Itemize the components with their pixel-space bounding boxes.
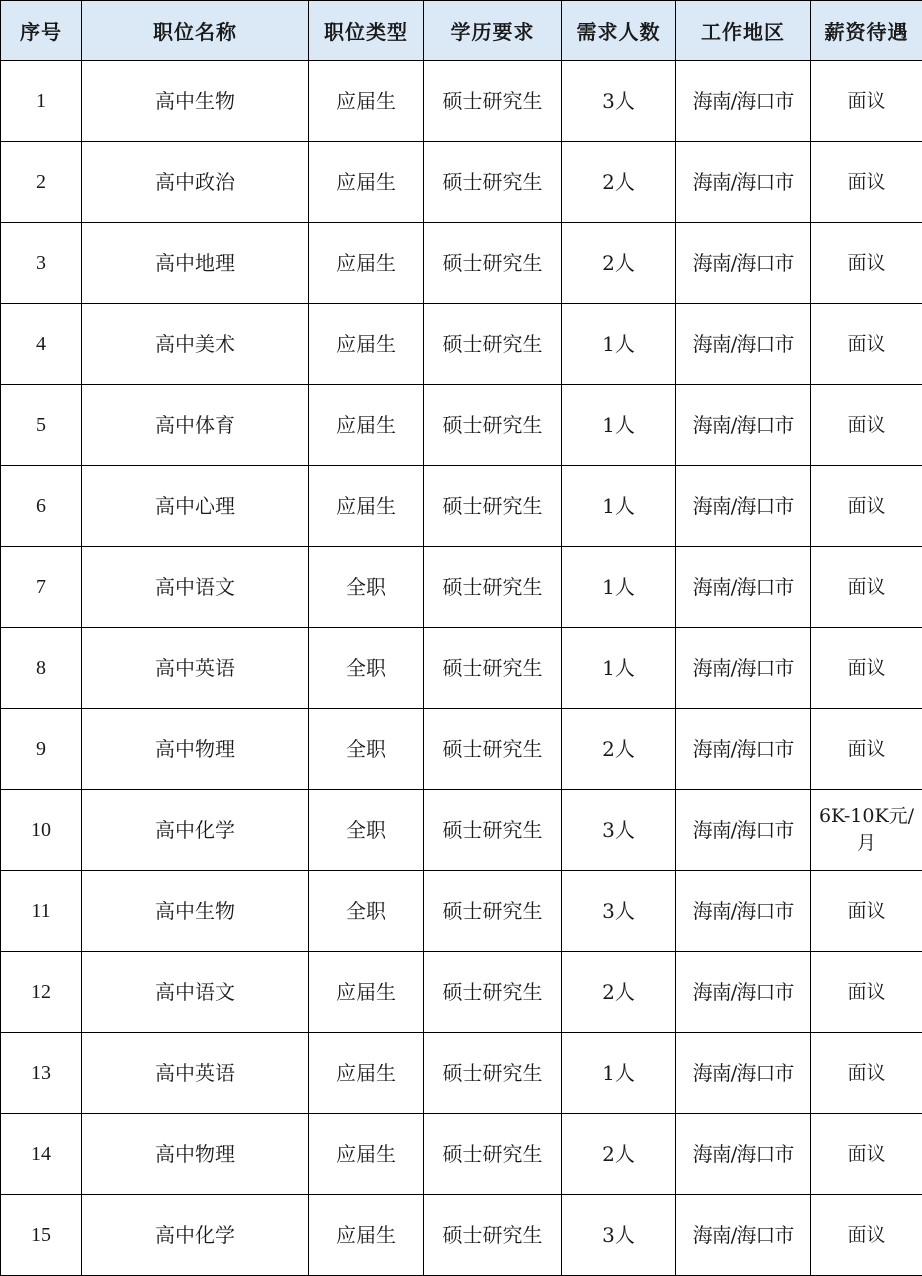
header-education: 学历要求 bbox=[424, 1, 562, 61]
cell-type: 全职 bbox=[309, 628, 424, 709]
cell-education: 硕士研究生 bbox=[424, 790, 562, 871]
cell-location: 海南/海口市 bbox=[676, 385, 811, 466]
cell-type: 应届生 bbox=[309, 223, 424, 304]
cell-index: 4 bbox=[1, 304, 82, 385]
cell-position: 高中物理 bbox=[82, 709, 309, 790]
cell-salary: 面议 bbox=[811, 709, 922, 790]
cell-salary: 面议 bbox=[811, 952, 922, 1033]
cell-index: 14 bbox=[1, 1114, 82, 1195]
table-row bbox=[1, 628, 922, 709]
cell-position: 高中地理 bbox=[82, 223, 309, 304]
cell-type: 应届生 bbox=[309, 466, 424, 547]
cell-position: 高中生物 bbox=[82, 871, 309, 952]
cell-index: 1 bbox=[1, 61, 82, 142]
cell-location: 海南/海口市 bbox=[676, 952, 811, 1033]
table-row bbox=[1, 1033, 922, 1114]
cell-location: 海南/海口市 bbox=[676, 142, 811, 223]
cell-count: 2人 bbox=[562, 952, 676, 1033]
cell-index: 7 bbox=[1, 547, 82, 628]
cell-salary: 面议 bbox=[811, 1114, 922, 1195]
header-salary: 薪资待遇 bbox=[811, 1, 922, 61]
cell-count: 2人 bbox=[562, 709, 676, 790]
cell-education: 硕士研究生 bbox=[424, 871, 562, 952]
cell-type: 应届生 bbox=[309, 61, 424, 142]
cell-salary: 面议 bbox=[811, 385, 922, 466]
cell-index: 2 bbox=[1, 142, 82, 223]
cell-salary: 面议 bbox=[811, 304, 922, 385]
cell-location: 海南/海口市 bbox=[676, 304, 811, 385]
cell-position: 高中政治 bbox=[82, 142, 309, 223]
cell-education: 硕士研究生 bbox=[424, 385, 562, 466]
cell-index: 11 bbox=[1, 871, 82, 952]
cell-position: 高中生物 bbox=[82, 61, 309, 142]
table-row bbox=[1, 1114, 922, 1195]
cell-index: 13 bbox=[1, 1033, 82, 1114]
cell-count: 1人 bbox=[562, 385, 676, 466]
cell-salary: 面议 bbox=[811, 223, 922, 304]
header-count: 需求人数 bbox=[562, 1, 676, 61]
table-row bbox=[1, 952, 922, 1033]
cell-salary: 面议 bbox=[811, 466, 922, 547]
cell-count: 3人 bbox=[562, 790, 676, 871]
cell-index: 5 bbox=[1, 385, 82, 466]
cell-count: 1人 bbox=[562, 628, 676, 709]
cell-index: 8 bbox=[1, 628, 82, 709]
cell-type: 全职 bbox=[309, 790, 424, 871]
table-body bbox=[1, 61, 922, 1276]
cell-count: 2人 bbox=[562, 223, 676, 304]
cell-type: 应届生 bbox=[309, 952, 424, 1033]
cell-education: 硕士研究生 bbox=[424, 304, 562, 385]
cell-position: 高中化学 bbox=[82, 790, 309, 871]
cell-education: 硕士研究生 bbox=[424, 952, 562, 1033]
cell-salary: 面议 bbox=[811, 61, 922, 142]
header-location: 工作地区 bbox=[676, 1, 811, 61]
table-row bbox=[1, 385, 922, 466]
cell-position: 高中英语 bbox=[82, 1033, 309, 1114]
table-row bbox=[1, 709, 922, 790]
cell-education: 硕士研究生 bbox=[424, 61, 562, 142]
cell-index: 3 bbox=[1, 223, 82, 304]
cell-education: 硕士研究生 bbox=[424, 223, 562, 304]
table-row bbox=[1, 223, 922, 304]
cell-type: 应届生 bbox=[309, 1195, 424, 1276]
cell-location: 海南/海口市 bbox=[676, 1195, 811, 1276]
cell-type: 全职 bbox=[309, 547, 424, 628]
cell-location: 海南/海口市 bbox=[676, 1114, 811, 1195]
cell-salary: 面议 bbox=[811, 1033, 922, 1114]
header-type: 职位类型 bbox=[309, 1, 424, 61]
cell-index: 9 bbox=[1, 709, 82, 790]
cell-count: 3人 bbox=[562, 871, 676, 952]
cell-location: 海南/海口市 bbox=[676, 547, 811, 628]
table-row bbox=[1, 1195, 922, 1276]
cell-index: 15 bbox=[1, 1195, 82, 1276]
cell-location: 海南/海口市 bbox=[676, 223, 811, 304]
cell-location: 海南/海口市 bbox=[676, 628, 811, 709]
cell-index: 12 bbox=[1, 952, 82, 1033]
cell-count: 2人 bbox=[562, 1114, 676, 1195]
cell-type: 应届生 bbox=[309, 1033, 424, 1114]
cell-position: 高中美术 bbox=[82, 304, 309, 385]
cell-position: 高中语文 bbox=[82, 952, 309, 1033]
table-row bbox=[1, 466, 922, 547]
cell-education: 硕士研究生 bbox=[424, 1033, 562, 1114]
cell-education: 硕士研究生 bbox=[424, 547, 562, 628]
cell-count: 1人 bbox=[562, 1033, 676, 1114]
cell-type: 应届生 bbox=[309, 142, 424, 223]
header-row bbox=[1, 1, 922, 61]
cell-count: 1人 bbox=[562, 304, 676, 385]
table-header bbox=[1, 1, 922, 61]
cell-education: 硕士研究生 bbox=[424, 466, 562, 547]
header-index: 序号 bbox=[1, 1, 82, 61]
cell-education: 硕士研究生 bbox=[424, 1195, 562, 1276]
table-row bbox=[1, 871, 922, 952]
cell-education: 硕士研究生 bbox=[424, 1114, 562, 1195]
cell-count: 3人 bbox=[562, 1195, 676, 1276]
cell-location: 海南/海口市 bbox=[676, 61, 811, 142]
cell-position: 高中化学 bbox=[82, 1195, 309, 1276]
cell-location: 海南/海口市 bbox=[676, 871, 811, 952]
table-row bbox=[1, 304, 922, 385]
cell-location: 海南/海口市 bbox=[676, 709, 811, 790]
cell-type: 应届生 bbox=[309, 385, 424, 466]
cell-type: 全职 bbox=[309, 709, 424, 790]
header-position: 职位名称 bbox=[82, 1, 309, 61]
cell-position: 高中心理 bbox=[82, 466, 309, 547]
cell-position: 高中体育 bbox=[82, 385, 309, 466]
cell-location: 海南/海口市 bbox=[676, 466, 811, 547]
cell-salary: 6K-10K元/月 bbox=[811, 790, 922, 871]
table-row bbox=[1, 547, 922, 628]
cell-type: 应届生 bbox=[309, 1114, 424, 1195]
cell-count: 1人 bbox=[562, 466, 676, 547]
cell-count: 2人 bbox=[562, 142, 676, 223]
cell-type: 全职 bbox=[309, 871, 424, 952]
cell-education: 硕士研究生 bbox=[424, 709, 562, 790]
cell-position: 高中语文 bbox=[82, 547, 309, 628]
cell-position: 高中物理 bbox=[82, 1114, 309, 1195]
cell-index: 6 bbox=[1, 466, 82, 547]
cell-count: 3人 bbox=[562, 61, 676, 142]
table-row bbox=[1, 790, 922, 871]
cell-index: 10 bbox=[1, 790, 82, 871]
table-row bbox=[1, 142, 922, 223]
cell-education: 硕士研究生 bbox=[424, 142, 562, 223]
table-row bbox=[1, 61, 922, 142]
cell-salary: 面议 bbox=[811, 628, 922, 709]
cell-salary: 面议 bbox=[811, 1195, 922, 1276]
cell-location: 海南/海口市 bbox=[676, 1033, 811, 1114]
cell-location: 海南/海口市 bbox=[676, 790, 811, 871]
cell-salary: 面议 bbox=[811, 547, 922, 628]
cell-education: 硕士研究生 bbox=[424, 628, 562, 709]
cell-position: 高中英语 bbox=[82, 628, 309, 709]
cell-salary: 面议 bbox=[811, 871, 922, 952]
cell-count: 1人 bbox=[562, 547, 676, 628]
cell-type: 应届生 bbox=[309, 304, 424, 385]
cell-salary: 面议 bbox=[811, 142, 922, 223]
